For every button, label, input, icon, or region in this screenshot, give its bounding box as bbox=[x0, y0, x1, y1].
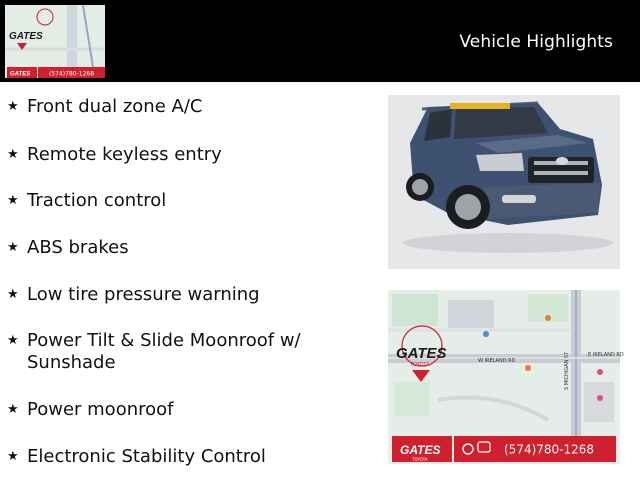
feature-label: Traction control bbox=[27, 190, 167, 211]
feature-item bbox=[7, 284, 372, 306]
dealer-map-thumbnail-icon bbox=[5, 5, 105, 78]
feature-label: Remote keyless entry bbox=[27, 144, 222, 165]
feature-item bbox=[7, 144, 372, 166]
feature-item bbox=[7, 446, 372, 468]
map-footer-logo-sub: TOYOTA bbox=[412, 457, 428, 462]
dealer-map-card[interactable] bbox=[388, 290, 624, 464]
star-icon: ★ bbox=[7, 147, 19, 162]
feature-label: Front dual zone A/C bbox=[27, 96, 203, 117]
dealer-map-icon bbox=[388, 290, 624, 464]
feature-item bbox=[7, 399, 372, 421]
page-title: Vehicle Highlights bbox=[459, 32, 613, 52]
star-icon: ★ bbox=[7, 449, 19, 464]
feature-label: Power moonroof bbox=[27, 399, 174, 420]
road-label-vertical: S MICHIGAN ST bbox=[564, 351, 570, 390]
star-icon: ★ bbox=[7, 193, 19, 208]
feature-label: Electronic Stability Control bbox=[27, 446, 266, 467]
feature-label: ABS brakes bbox=[27, 237, 129, 258]
suv-image-icon bbox=[388, 95, 620, 269]
header-bar bbox=[0, 0, 640, 82]
feature-item bbox=[7, 96, 372, 118]
star-icon: ★ bbox=[7, 287, 19, 302]
map-logo-sub: TOYOTA bbox=[410, 362, 430, 368]
feature-label: Low tire pressure warning bbox=[27, 284, 260, 305]
vehicle-photo[interactable] bbox=[388, 95, 620, 269]
feature-label: Power Tilt & Slide Moonroof w/ Sunshade bbox=[27, 330, 301, 373]
star-icon: ★ bbox=[7, 333, 19, 348]
svg-text:GATES: GATES bbox=[10, 71, 31, 78]
feature-item bbox=[7, 330, 307, 374]
road-label-west: W IRELAND RD bbox=[478, 358, 516, 364]
feature-item bbox=[7, 190, 372, 212]
map-footer-logo: GATES bbox=[400, 443, 441, 457]
star-icon: ★ bbox=[7, 240, 19, 255]
feature-item bbox=[7, 237, 372, 259]
map-logo-text: GATES bbox=[396, 345, 447, 362]
thumb-phone-text: (574)780-1268 bbox=[49, 70, 95, 78]
road-label-east: E IRELAND RD bbox=[588, 352, 624, 358]
star-icon: ★ bbox=[7, 99, 19, 114]
thumb-logo-text: GATES bbox=[9, 31, 43, 42]
star-icon: ★ bbox=[7, 402, 19, 417]
map-phone-text: (574)780-1268 bbox=[504, 442, 595, 457]
dealer-thumbnail[interactable] bbox=[5, 5, 105, 78]
